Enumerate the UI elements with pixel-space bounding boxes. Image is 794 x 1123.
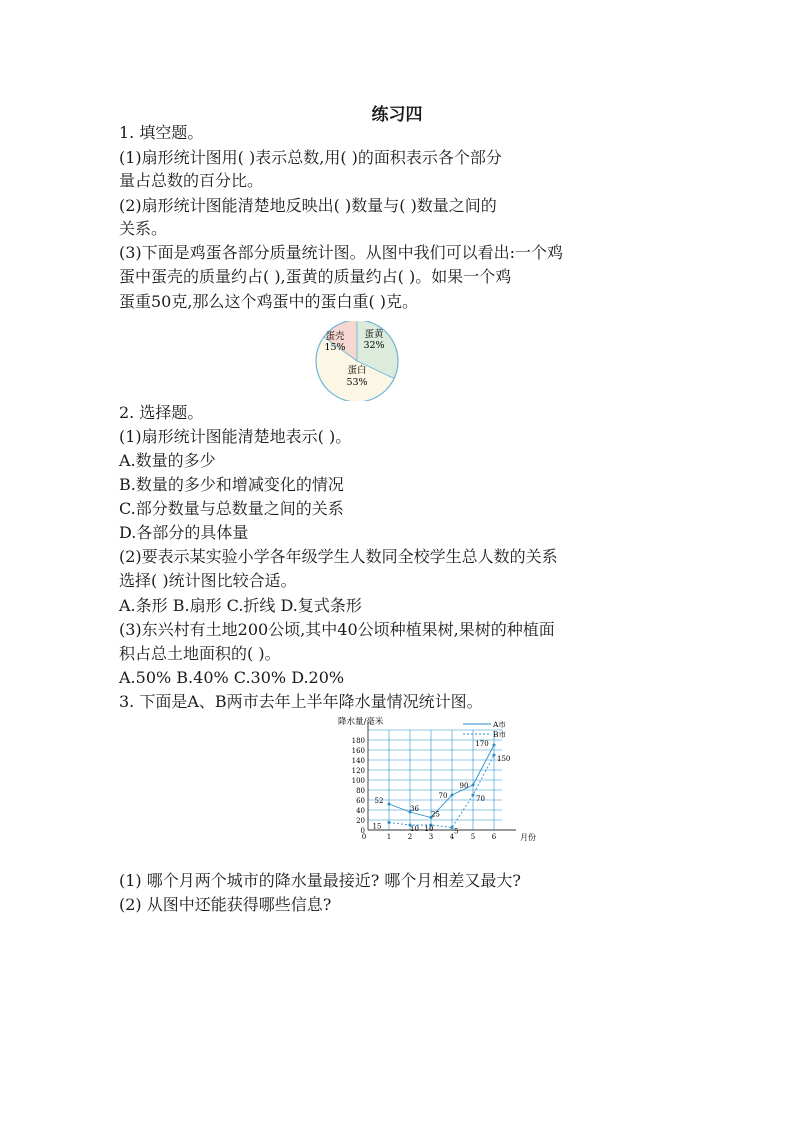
data-label-b: 10	[410, 825, 419, 833]
series-point-a	[451, 794, 454, 797]
q1-3-line-3: 蛋重50克,那么这个鸡蛋中的蛋白重( )克。	[119, 292, 419, 311]
pie-label-white-name: 蛋白	[347, 365, 367, 376]
section-3-heading: 3. 下面是A、B两市去年上半年降水量情况统计图。	[119, 692, 483, 711]
series-point-b	[472, 794, 475, 797]
q2-1-option-b: B.数量的多少和增减变化的情况	[119, 475, 344, 494]
y-tick-label: 20	[356, 817, 365, 825]
series-line-a	[389, 745, 494, 818]
q2-3-line-2: 积占总土地面积的( )。	[119, 644, 281, 663]
data-label-a: 170	[475, 740, 489, 748]
q1-2-line-2: 关系。	[119, 219, 168, 238]
q2-2-line-1: (2)要表示某实验小学各年级学生人数同全校学生总人数的关系	[119, 547, 558, 566]
data-label-b: 10	[424, 825, 434, 833]
pie-label-yolk-name: 蛋黄	[364, 329, 384, 340]
q1-3-line-1: (3)下面是鸡蛋各部分质量统计图。从图中我们可以看出:一个鸡	[119, 243, 564, 262]
pie-label-shell-pct: 15%	[324, 342, 346, 353]
q2-1-option-a: A.数量的多少	[119, 451, 216, 470]
series-point-a	[493, 744, 496, 747]
legend-label-a: A市	[493, 720, 506, 729]
y-tick-label: 120	[351, 767, 365, 775]
page-title: 练习四	[371, 105, 423, 125]
section-1-heading: 1. 填空题。	[119, 123, 204, 142]
pie-label-shell-name: 蛋壳	[325, 331, 345, 342]
q2-3-options: A.50% B.40% C.30% D.20%	[119, 668, 345, 687]
series-point-b	[493, 754, 496, 757]
chart-legend	[463, 719, 507, 739]
rainfall-line-chart	[333, 714, 548, 844]
data-label-a: 25	[431, 810, 440, 819]
q3-1: (1) 哪个月两个城市的降水量最接近? 哪个月相差又最大?	[119, 871, 521, 890]
q2-1-option-d: D.各部分的具体量	[119, 523, 249, 542]
q1-1-line-2: 量占总数的百分比。	[119, 171, 264, 190]
pie-label-yolk-pct: 32%	[363, 340, 385, 351]
q2-2-line-2: 选择( )统计图比较合适。	[119, 571, 297, 590]
y-tick-label: 160	[351, 747, 365, 755]
chart-x-axis-label: 月份	[520, 833, 536, 842]
series-point-b	[388, 821, 391, 824]
data-label-b: 70	[476, 795, 485, 803]
q2-1-option-c: C.部分数量与总数量之间的关系	[119, 499, 344, 518]
x-tick-label: 6	[491, 833, 497, 841]
chart-series	[373, 740, 511, 836]
x-tick-label: 3	[428, 833, 434, 841]
series-point-a	[388, 803, 391, 806]
q2-3-line-1: (3)东兴村有土地200公顷,其中40公顷种植果树,果树的种植面	[119, 620, 555, 639]
series-point-a	[472, 784, 475, 787]
y-tick-label: 0	[360, 827, 365, 835]
legend-label-b: B市	[493, 730, 507, 739]
q1-3-line-2: 蛋中蛋壳的质量约占( ),蛋黄的质量约占( )。如果一个鸡	[119, 267, 512, 286]
x-tick-label: 4	[449, 833, 455, 841]
data-label-a: 70	[438, 792, 448, 800]
x-tick-label: 0	[361, 833, 367, 841]
q1-1-line-1: (1)扇形统计图用( )表示总数,用( )的面积表示各个部分	[119, 148, 502, 167]
y-tick-label: 40	[356, 807, 365, 815]
section-2-heading: 2. 选择题。	[119, 403, 204, 422]
q3-2: (2) 从图中还能获得哪些信息?	[119, 895, 332, 914]
q2-1: (1)扇形统计图能清楚地表示( )。	[119, 427, 352, 446]
data-label-a: 36	[410, 805, 419, 813]
x-tick-label: 5	[470, 833, 476, 841]
data-label-a: 52	[374, 797, 384, 805]
data-label-a: 90	[459, 782, 469, 790]
chart-y-axis-label: 降水量/毫米	[338, 717, 384, 727]
q1-2-line-1: (2)扇形统计图能清楚地反映出( )数量与( )数量之间的	[119, 196, 497, 215]
y-tick-label: 100	[351, 777, 365, 785]
data-label-b: 150	[497, 755, 511, 763]
pie-label-white-pct: 53%	[346, 377, 368, 388]
data-label-b: 15	[372, 822, 382, 831]
y-tick-label: 180	[351, 737, 365, 745]
q2-2-options: A.条形 B.扇形 C.折线 D.复式条形	[119, 596, 362, 615]
data-label-b: 5	[454, 827, 459, 836]
y-tick-label: 80	[356, 787, 365, 795]
y-tick-label: 140	[351, 757, 365, 765]
egg-pie-chart	[314, 321, 404, 401]
x-tick-label: 2	[407, 833, 413, 841]
y-tick-label: 60	[356, 797, 365, 805]
x-tick-label: 1	[386, 833, 392, 841]
